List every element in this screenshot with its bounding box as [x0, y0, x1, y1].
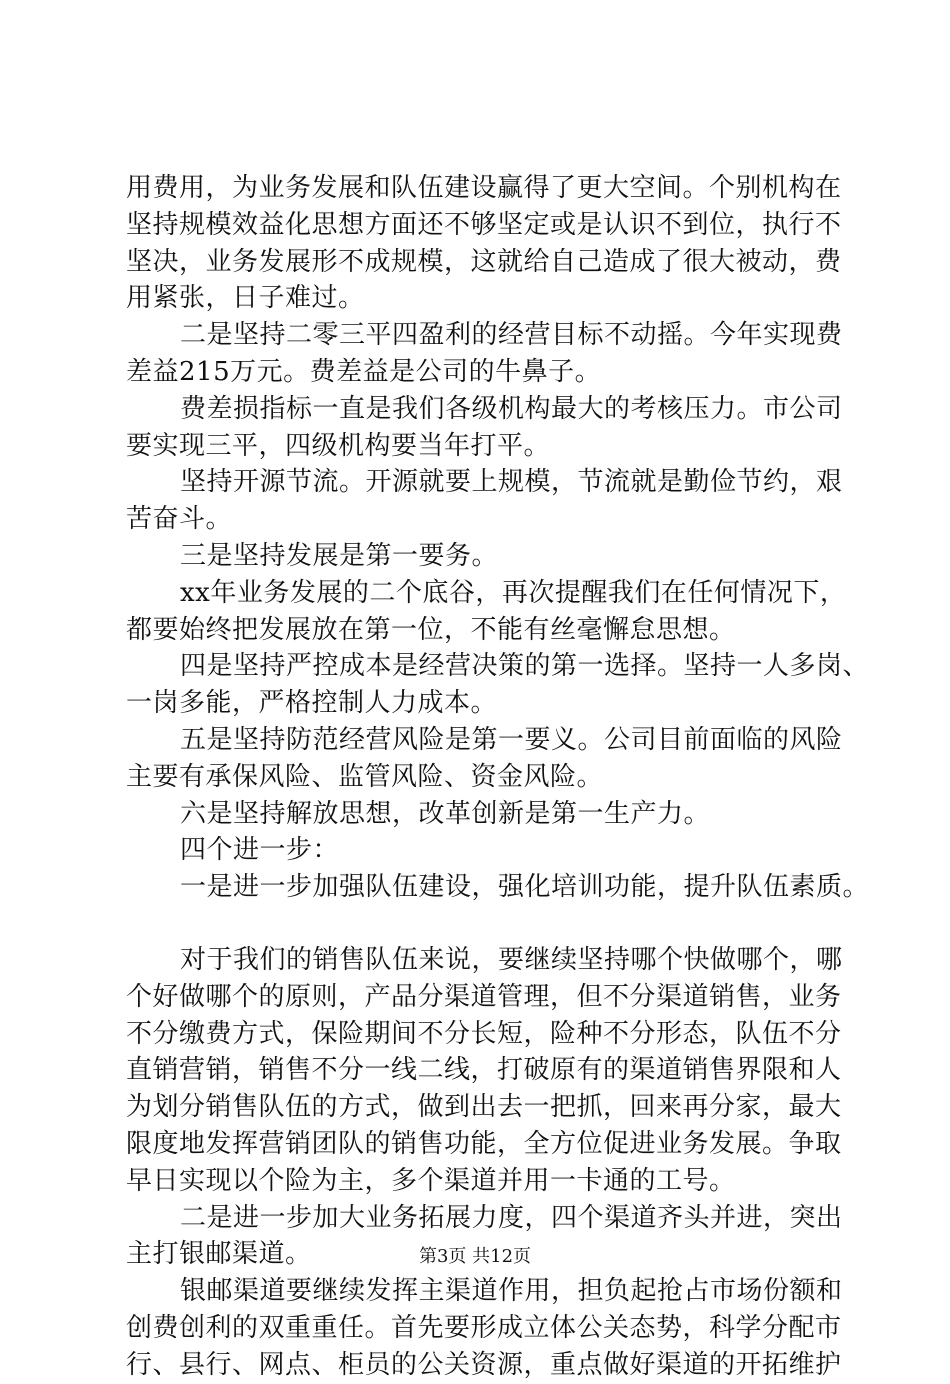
- paragraph-start-line: 银邮渠道要继续发挥主渠道作用，担负起抢占市场份额和: [180, 1276, 843, 1307]
- text-line: 主要有承保风险、监管风险、资金风险。: [126, 761, 604, 792]
- text-line: 用紧张，日子难过。: [126, 283, 365, 314]
- paragraph-start-line: 坚持开源节流。开源就要上规模，节流就是勤俭节约，艰: [180, 467, 843, 498]
- page-number-footer: 第3页 共12页: [418, 1246, 532, 1267]
- paragraph-start-line: 四是坚持严控成本是经营决策的第一选择。坚持一人多岗、: [180, 651, 870, 682]
- text-line: 个好做哪个的原则，产品分渠道管理，但不分渠道销售，业务: [126, 981, 842, 1012]
- paragraph-start-line: xx年业务发展的二个底谷，再次提醒我们在任何情况下，: [180, 577, 847, 608]
- paragraph-start-line: 六是坚持解放思想，改革创新是第一生产力。: [180, 798, 711, 829]
- text-line: 差益215万元。费差益是公司的牛鼻子。: [126, 356, 602, 387]
- text-line: 为划分销售队伍的方式，做到出去一把抓，回来再分家，最大: [126, 1092, 842, 1123]
- text-line: 坚决，业务发展形不成规模，这就给自己造成了很大被动，费: [126, 246, 842, 277]
- text-line: 主打银邮渠道。: [126, 1239, 312, 1270]
- paragraph-start-line: 对于我们的销售队伍来说，要继续坚持哪个快做哪个，哪: [180, 944, 843, 975]
- document-body: [126, 170, 870, 1384]
- paragraph-start-line: 二是进一步加大业务拓展力度，四个渠道齐头并进，突出: [180, 1202, 843, 1233]
- paragraph-gap: [126, 906, 838, 942]
- text-line: 用费用，为业务发展和队伍建设赢得了更大空间。个别机构在: [126, 173, 842, 203]
- paragraph-start-line: 费差损指标一直是我们各级机构最大的考核压力。市公司: [180, 393, 843, 424]
- text-line: 直销营销，销售不分一线二线，打破原有的渠道销售界限和人: [126, 1055, 842, 1086]
- text-line: 创费创利的双重重任。首先要形成立体公关态势，科学分配市: [126, 1312, 842, 1343]
- paragraph-start-line: 五是坚持防范经营风险是第一要义。公司目前面临的风险: [180, 724, 843, 755]
- section-heading-line: 四个进一步：: [180, 835, 340, 866]
- text-line: 坚持规模效益化思想方面还不够坚定或是认识不到位，执行不: [126, 209, 842, 240]
- text-line: 早日实现以个险为主，多个渠道并用一卡通的工号。: [126, 1165, 736, 1196]
- text-line: 限度地发挥营销团队的销售功能，全方位促进业务发展。争取: [126, 1128, 842, 1159]
- text-line: 不分缴费方式，保险期间不分长短，险种不分形态，队伍不分: [126, 1018, 842, 1049]
- text-line: 都要始终把发展放在第一位，不能有丝毫懈怠思想。: [126, 614, 736, 645]
- paragraph-start-line: 二是坚持二零三平四盈利的经营目标不动摇。今年实现费: [180, 320, 843, 351]
- paragraph-start-line: 一是进一步加强队伍建设，强化培训功能，提升队伍素质。: [180, 872, 870, 903]
- text-line: 要实现三平，四级机构要当年打平。: [126, 430, 551, 461]
- text-line: 苦奋斗。: [126, 504, 233, 535]
- paragraph-start-line: 三是坚持发展是第一要务。: [180, 540, 499, 571]
- text-line: 一岗多能，严格控制人力成本。: [126, 688, 498, 719]
- text-line: 行、县行、网点、柜员的公关资源，重点做好渠道的开拓维护: [126, 1349, 842, 1380]
